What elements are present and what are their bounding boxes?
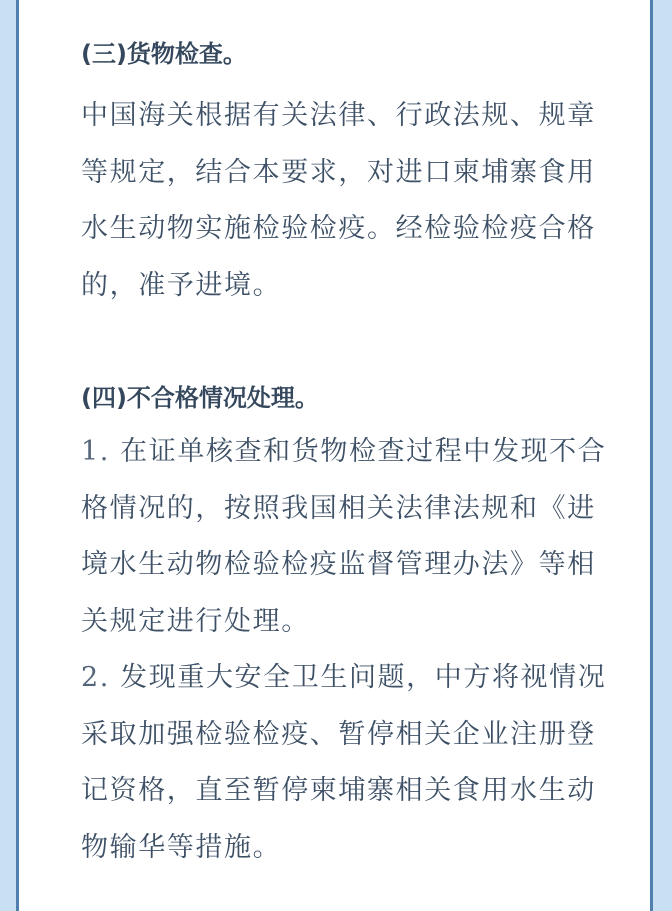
section-heading-goods-inspection: (三)货物检查。: [81, 40, 247, 68]
text-line: 记资格，直至暂停柬埔寨相关食用水生动: [81, 775, 596, 806]
text-line: 水生动物实施检验检疫。经检验检疫合格: [81, 213, 596, 244]
text-line: [81, 424, 641, 481]
text-line: [81, 650, 641, 707]
text-line: 关规定进行处理。: [81, 605, 310, 637]
item-number: 2.: [81, 662, 110, 693]
paragraph-goods-inspection: [81, 88, 641, 314]
text-line: 的，准予进境。: [81, 269, 282, 301]
section-heading-nonconformity-handling: (四)不合格情况处理。: [81, 384, 319, 412]
text-line: 物输华等措施。: [81, 831, 282, 863]
paragraph-item-1: [81, 424, 641, 650]
text-line-content: 发现重大安全卫生问题，中方将视情况: [120, 662, 607, 693]
paragraph-item-2: [81, 650, 641, 876]
text-line-content: 在证单核查和货物检查过程中发现不合: [120, 436, 607, 467]
text-line: 中国海关根据有关法律、行政法规、规章: [81, 100, 596, 131]
text-line: 等规定，结合本要求，对进口柬埔寨食用: [81, 156, 596, 188]
text-line: 境水生动物检验检疫监督管理办法》等相: [81, 549, 596, 580]
item-number: 1.: [81, 436, 110, 467]
document-card: [16, 0, 653, 911]
text-line: 采取加强检验检疫、暂停相关企业注册登: [81, 718, 596, 750]
text-line: 格情况的，按照我国相关法律法规和《进: [81, 492, 596, 524]
